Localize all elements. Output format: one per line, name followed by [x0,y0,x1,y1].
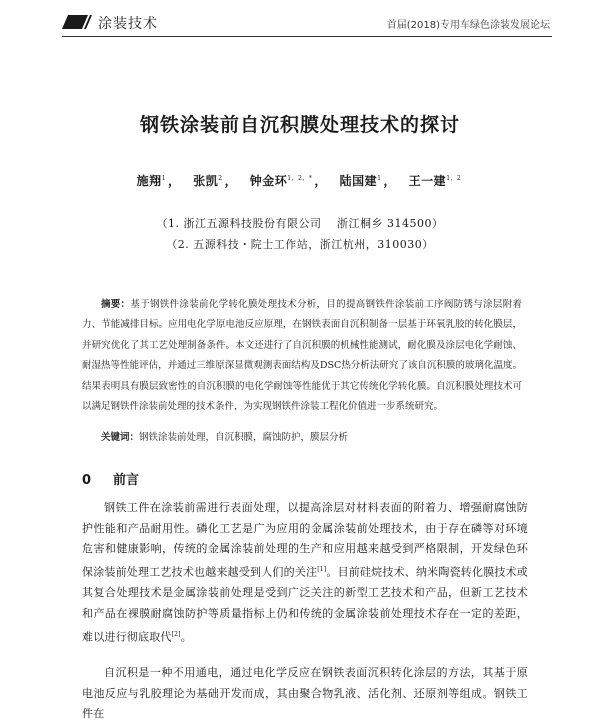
section-heading [82,469,139,488]
body-text: 。 [180,630,192,644]
author-name: 施翔 [136,174,162,188]
abstract-text: 基于钢铁件涂装前化学转化膜处理技术分析，目的提高钢铁件涂装前工序阀防锈与涂层附着力、节能减排目标。应用电化学原电池反应原理，在钢铁表面自沉积制备一层基于环氧乳胶的转化膜层，并研究优化了其工艺处理制备条件。本文还进行了自沉积膜的机械性能测试，耐化膜及涂层电化学耐蚀、耐湿热等性能评估，并通过三维原深显微观测表面结构及DSC热分析法研究了该自沉积膜的玻璃化温度。结果表明具有膜层致密性的自沉积膜的电化学耐蚀等性能优于其它传统化学转化膜。自沉积膜处理技术可以满足钢铁件涂装前处理的技术条件，为实现钢铁件涂装工程化价值进一步系统研究。 [82,299,522,413]
author-affil-mark: 1，2，* [287,175,313,182]
citation-ref: [2] [171,630,181,638]
author-affil-mark: 2 [218,175,223,182]
body-paragraph-1 [82,498,528,648]
citation-ref: [1] [317,566,327,574]
author-affil-mark: 1，2 [446,175,462,182]
body-paragraph-2: 自沉积是一种不用通电，通过电化学反应在钢铁表面沉积转化涂层的方法，其基于原电池反应与乳胶理论为基础开发而成，其由聚合物乳液、活化剂、还原剂等组成。钢铁工件在 [82,666,528,721]
author-name: 王一建 [408,174,447,188]
keywords-text: 钢铁涂装前处理，自沉积膜，腐蚀防护，膜层分析 [139,432,349,443]
author-affil-mark: 1 [377,175,382,182]
author-affil-mark: 1 [161,175,167,182]
section-title: 前言 [113,473,140,488]
abstract-label: 摘要： [101,299,131,310]
keywords [82,429,522,443]
author-list: 施翔$^1$ ， 张凯$^2$ ， 钟金环$^{1,2,*}$ ， 陆国建$^1$ ， 王一建$^{1,2}$ [136,174,462,188]
affiliation-2: （2. 五源科技・院士工作站，浙江杭州，310030） [166,238,434,251]
keywords-label: 关键词： [101,432,140,443]
section-name: 涂装技术 [98,16,158,32]
author-name: 陆国建 [339,174,378,188]
body-text: 。目前硅烷技术、纳米陶瓷转化膜技术或其复合处理技术是金属涂装前处理是受到广泛关注的新型工艺技术和产品，但新工艺技术和产品在裸膜耐腐蚀防护等质量指标上仍和传统的金属涂装前处理技术存在一定的差距，难以进行彻底取代 [82,565,528,644]
affiliation-1: （1. 浙江五源科技股份有限公司 浙江桐乡 314500） [156,217,444,230]
journal-name: 首届(2018)专用车绿色涂装发展论坛 [386,20,550,31]
paper-title: 钢铁涂装前自沉积膜处理技术的探讨 [139,114,460,136]
header-rule [62,36,552,37]
section-number: 0 [82,473,92,488]
author-name: 钟金环 [249,174,288,188]
body-text: 钢铁工件在涂装前需进行表面处理，以提高涂层对材料表面的附着力、增强耐腐蚀防护性能和产品耐用性。磷化工艺是广为应用的金属涂装前处理技术，由于存在磷等对环境危害和健康影响，传统的金属涂装前处理的生产和应用越来越受到严格限制，开发绿色环保涂装前处理工艺技术也越来越受到人们的关注 [82,501,528,579]
author-name: 张凯 [193,174,219,188]
page-header [0,0,600,40]
header-stripe-icon [62,15,92,29]
abstract [82,295,522,417]
